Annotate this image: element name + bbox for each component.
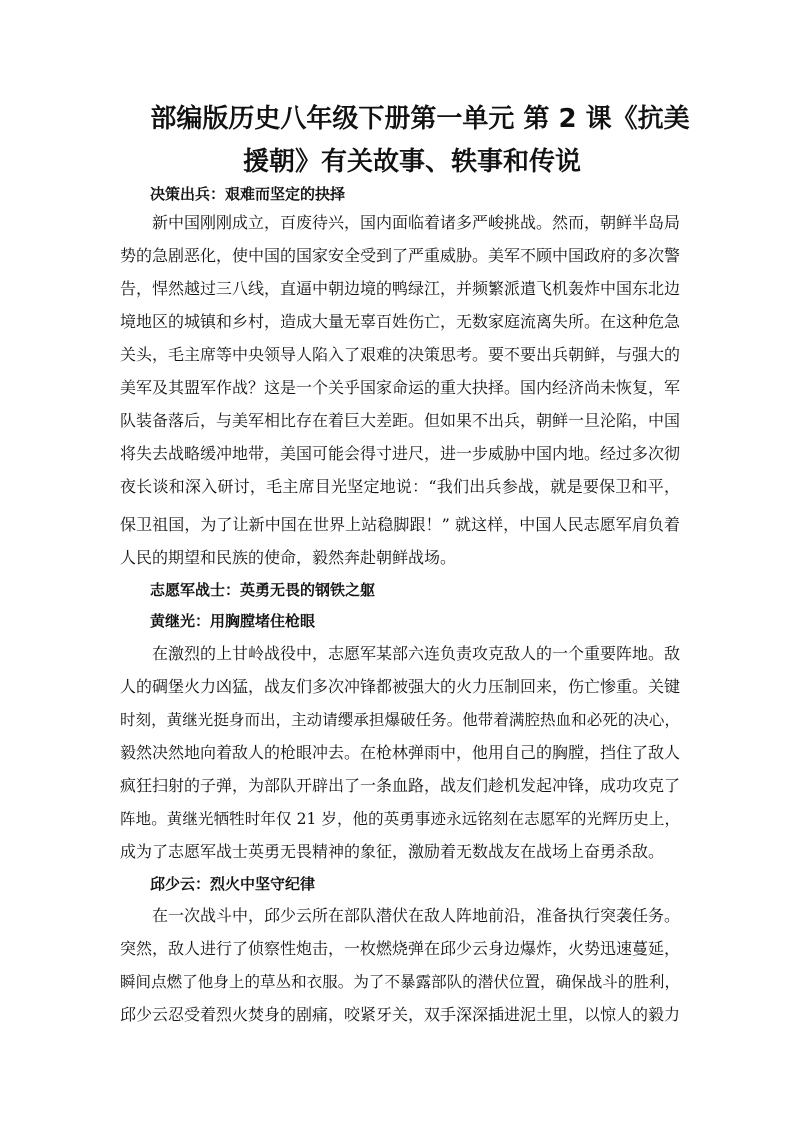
paragraph-line: 阵地。黄继光牺牲时年仅 21 岁，他的英勇事迹永远铭刻在志愿军的光辉历史上， [120,810,680,828]
paragraph-line: 人民的期望和民族的使命，毅然奔赴朝鲜战场。 [120,548,457,567]
paragraph-line: 新中国刚刚成立，百废待兴，国内面临着诸多严峻挑战。然而，朝鲜半岛局 [152,213,681,232]
paragraph-line: 在一次战斗中，邱少云所在部队潜伏在敌人阵地前沿，准备执行突袭任务。 [152,906,681,925]
paragraph-line: 在激烈的上甘岭战役中，志愿军某部六连负责攻克敌人的一个重要阵地。敌 [152,644,681,663]
paragraph-line: 告，悍然越过三八线，直逼中朝边境的鸭绿江，并频繁派遣飞机轰炸中国东北边 [120,279,681,298]
paragraph-line: 瞬间点燃了他身上的草丛和衣服。为了不暴露部队的潜伏位置，确保战斗的胜利， [120,973,680,991]
page-title-line-1: 部编版历史八年级下册第一单元 第 2 课《抗美 [150,104,690,134]
paragraph-line: 突然，敌人进行了侦察性炮击，一枚燃烧弹在邱少云身边爆炸，火势迅速蔓延， [120,939,681,958]
paragraph-line: 疯狂扫射的子弹，为部队开辟出了一条血路，战友们趁机发起冲锋，成功攻克了 [120,776,681,795]
paragraph-line: 成为了志愿军战士英勇无畏精神的象征，激励着无数战友在战场上奋勇杀敌。 [120,842,665,861]
section-heading-qiu-shaoyun: 邱少云：烈火中坚守纪律 [150,875,316,893]
section-heading-volunteers: 志愿军战士：英勇无畏的钢铁之躯 [150,581,376,599]
paragraph-line: 保卫祖国，为了让新中国在世界上站稳脚跟！” 就这样，中国人民志愿军肩负着 [120,515,680,534]
paragraph-line: 人的碉堡火力凶猛，战友们多次冲锋都被强大的火力压制回来，伤亡惨重。关键 [120,677,681,696]
paragraph-line: 毅然决然地向着敌人的枪眼冲去。在枪林弹雨中，他用自己的胸膛，挡住了敌人 [120,743,681,762]
paragraph-line: 势的急剧恶化，使中国的国家安全受到了严重威胁。美军不顾中国政府的多次警 [120,246,681,265]
paragraph-line: 将失去战略缓冲地带，美国可能会得寸进尺，进一步威胁中国内地。经过多次彻 [120,444,681,463]
section-heading-huang-jiguang: 黄继光：用胸膛堵住枪眼 [150,612,316,630]
page-title-line-2: 援朝》有关故事、轶事和传说 [243,147,582,177]
section-heading-decision: 决策出兵：艰难而坚定的抉择 [150,185,346,203]
paragraph-line: 队装备落后，与美军相比存在着巨大差距。但如果不出兵，朝鲜一旦沦陷，中国 [120,411,681,430]
paragraph-line: 邱少云忍受着烈火焚身的剧痛，咬紧牙关，双手深深插进泥土里，以惊人的毅力 [120,1005,681,1024]
paragraph-line: 时刻，黄继光挺身而出，主动请缨承担爆破任务。他带着满腔热血和必死的决心， [120,711,680,729]
paragraph-line: 境地区的城镇和乡村，造成大量无辜百姓伤亡，无数家庭流离失所。在这种危急 [120,312,681,331]
paragraph-line: 关头，毛主席等中央领导人陷入了艰难的决策思考。要不要出兵朝鲜，与强大的 [120,345,681,364]
paragraph-line: 夜长谈和深入研讨，毛主席目光坚定地说：“我们出兵参战，就是要保卫和平， [120,477,680,496]
paragraph-line: 美军及其盟军作战？这是一个关乎国家命运的重大抉择。国内经济尚未恢复，军 [120,378,681,397]
